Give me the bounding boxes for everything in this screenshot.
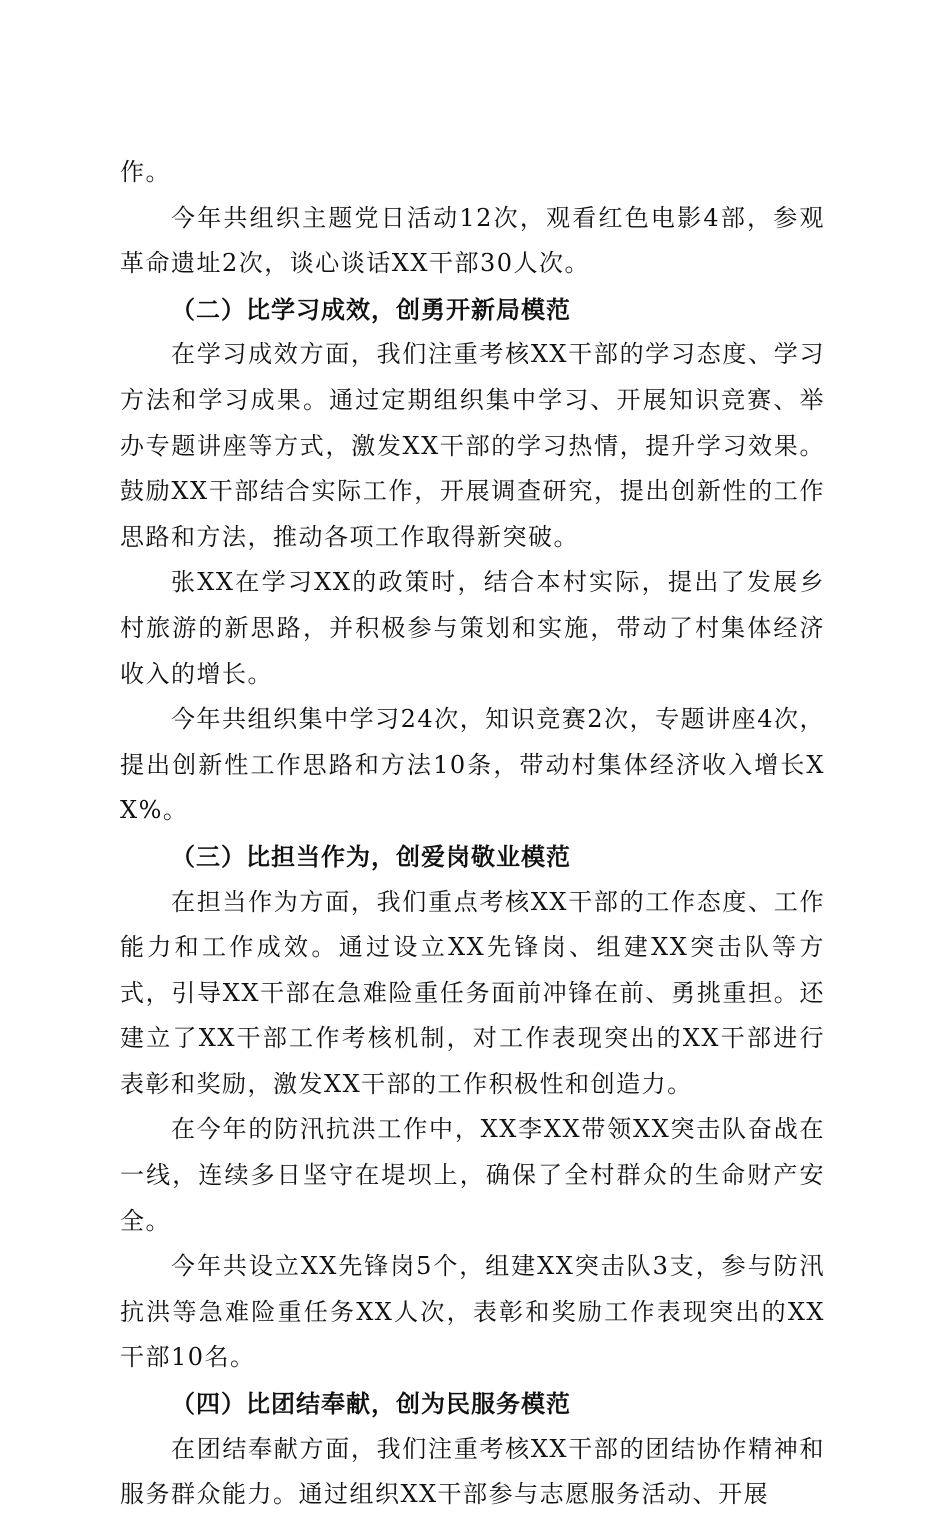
paragraph-responsibility-stats: 今年共设立XX先锋岗5个，组建XX突击队3支，参与防汛抗洪等急难险重任务XX人次，表彰和奖励工作表现突出的XX干部10名。: [120, 1252, 825, 1372]
paragraph-learning-overview: 在学习成效方面，我们注重考核XX干部的学习态度、学习方法和学习成果。通过定期组织集中学习、开展知识竞赛、举办专题讲座等方式，激发XX干部的学习热情，提升学习效果。鼓励XX干部结合实际工作，开展调查研究，提出创新性的工作思路和方法，推动各项工作取得新突破。: [120, 340, 825, 551]
paragraph-unity-overview: 在团结奉献方面，我们注重考核XX干部的团结协作精神和服务群众能力。通过组织XX干部参与志愿服务活动、开展: [120, 1434, 825, 1509]
paragraph-continuation: 作。: [120, 158, 171, 186]
paragraph-learning-stats: 今年共组织集中学习24次，知识竞赛2次，专题讲座4次，提出创新性工作思路和方法10条，带动村集体经济收入增长XX%。: [120, 705, 825, 825]
section-heading-responsibility: （三）比担当作为，创爱岗敬业模范: [171, 841, 571, 871]
paragraph-flood-example: 在今年的防汛抗洪工作中，XX李XX带领XX突击队奋战在一线，连续多日坚守在堤坝上，确保了全村群众的生命财产安全。: [120, 1115, 825, 1235]
section-heading-unity: （四）比团结奉献，创为民服务模范: [171, 1389, 571, 1419]
paragraph-learning-example: 张XX在学习XX的政策时，结合本村实际，提出了发展乡村旅游的新思路，并积极参与策划和实施，带动了村集体经济收入的增长。: [120, 568, 825, 688]
paragraph-party-activities-stats: 今年共组织主题党日活动12次，观看红色电影4部，参观革命遗址2次，谈心谈话XX干部30人次。: [120, 203, 825, 278]
section-heading-learning: （二）比学习成效，创勇开新局模范: [171, 294, 571, 324]
document-body: [120, 150, 825, 1518]
paragraph-responsibility-overview: 在担当作为方面，我们重点考核XX干部的工作态度、工作能力和工作成效。通过设立XX先锋岗、组建XX突击队等方式，引导XX干部在急难险重任务面前冲锋在前、勇挑重担。还建立了XX干部工作考核机制，对工作表现突出的XX干部进行表彰和奖励，激发XX干部的工作积极性和创造力。: [120, 887, 825, 1098]
